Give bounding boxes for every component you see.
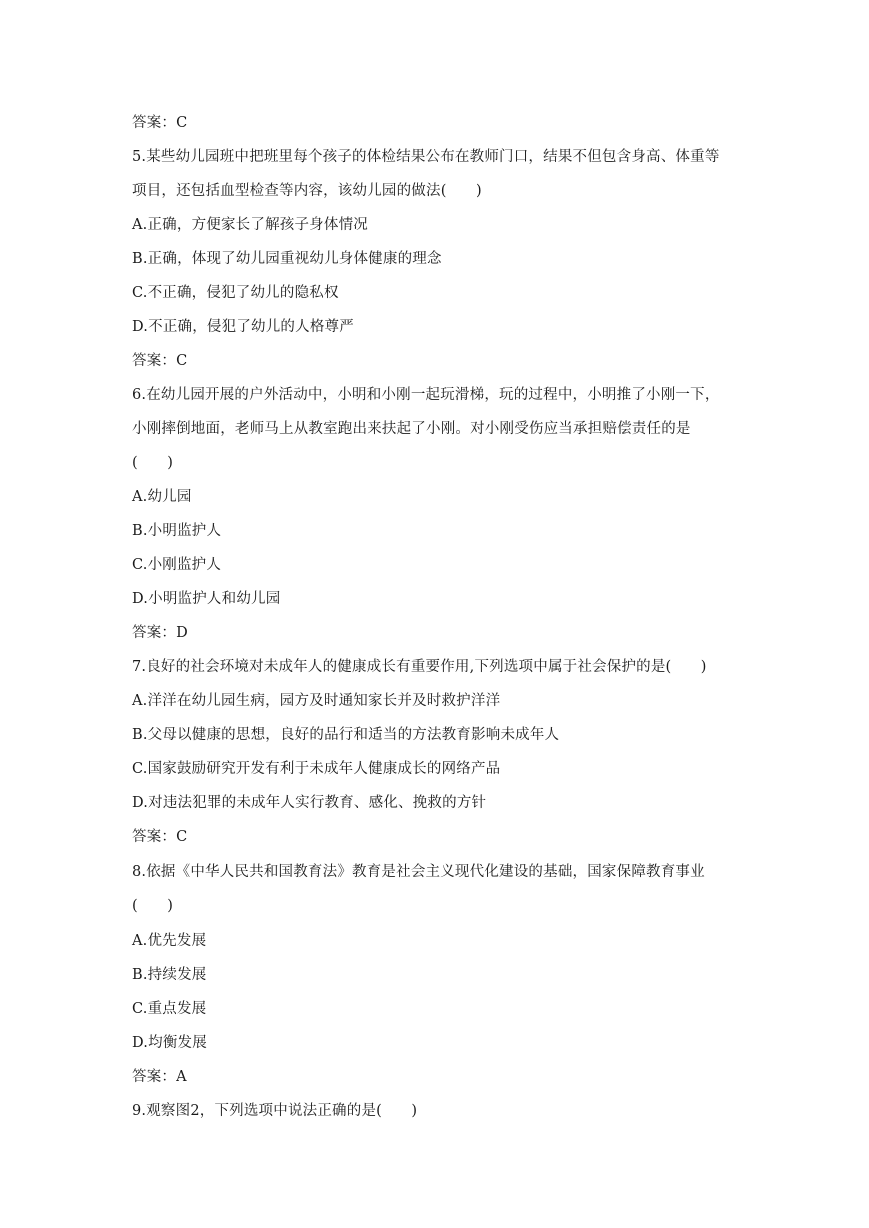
answer-q4: 答案：C (132, 115, 188, 131)
answer-q6: 答案：D (132, 625, 188, 641)
q8-option-a: A.优先发展 (132, 933, 207, 949)
q7-option-c: C.国家鼓励研究开发有利于未成年人健康成长的网络产品 (132, 761, 501, 777)
q6-option-b: B.小明监护人 (132, 523, 222, 539)
q8-option-b: B.持续发展 (132, 967, 207, 983)
question-8-line-1: 8.依据《中华人民共和国教育法》教育是社会主义现代化建设的基础，国家保障教育事业 (132, 864, 705, 880)
q7-option-a: A.洋洋在幼儿园生病，园方及时通知家长并及时救护洋洋 (132, 693, 501, 709)
q7-option-d: D.对违法犯罪的未成年人实行教育、感化、挽救的方针 (132, 795, 487, 811)
q5-option-c: C.不正确，侵犯了幼儿的隐私权 (132, 285, 339, 301)
question-5-line-2: 项目，还包括血型检查等内容，该幼儿园的做法( ) (132, 183, 482, 199)
question-9: 9.观察图2，下列选项中说法正确的是( ) (132, 1103, 418, 1119)
q8-option-d: D.均衡发展 (132, 1035, 207, 1051)
q5-option-b: B.正确，体现了幼儿园重视幼儿身体健康的理念 (132, 251, 442, 267)
answer-q7: 答案：C (132, 829, 188, 845)
question-6-line-2: 小刚摔倒地面，老师马上从教室跑出来扶起了小刚。对小刚受伤应当承担赔偿责任的是 (132, 421, 691, 437)
q8-option-c: C.重点发展 (132, 1001, 207, 1017)
q5-option-d: D.不正确，侵犯了幼儿的人格尊严 (132, 319, 354, 335)
q7-option-b: B.父母以健康的思想，良好的品行和适当的方法教育影响未成年人 (132, 727, 560, 743)
question-7: 7.良好的社会环境对未成年人的健康成长有重要作用,下列选项中属于社会保护的是( ) (132, 659, 707, 675)
answer-q8: 答案：A (132, 1069, 187, 1085)
question-6-line-1: 6.在幼儿园开展的户外活动中，小明和小刚一起玩滑梯，玩的过程中，小明推了小刚一下， (132, 387, 720, 403)
q5-option-a: A.正确，方便家长了解孩子身体情况 (132, 217, 368, 233)
q6-option-c: C.小刚监护人 (132, 557, 222, 573)
question-8-line-2: ( ) (132, 898, 174, 914)
question-5-line-1: 5.某些幼儿园班中把班里每个孩子的体检结果公布在教师门口，结果不但包含身高、体重等 (132, 149, 720, 165)
q6-option-a: A.幼儿园 (132, 489, 192, 505)
q6-option-d: D.小明监护人和幼儿园 (132, 591, 281, 607)
answer-q5: 答案：C (132, 353, 188, 369)
question-6-line-3: ( ) (132, 455, 174, 471)
